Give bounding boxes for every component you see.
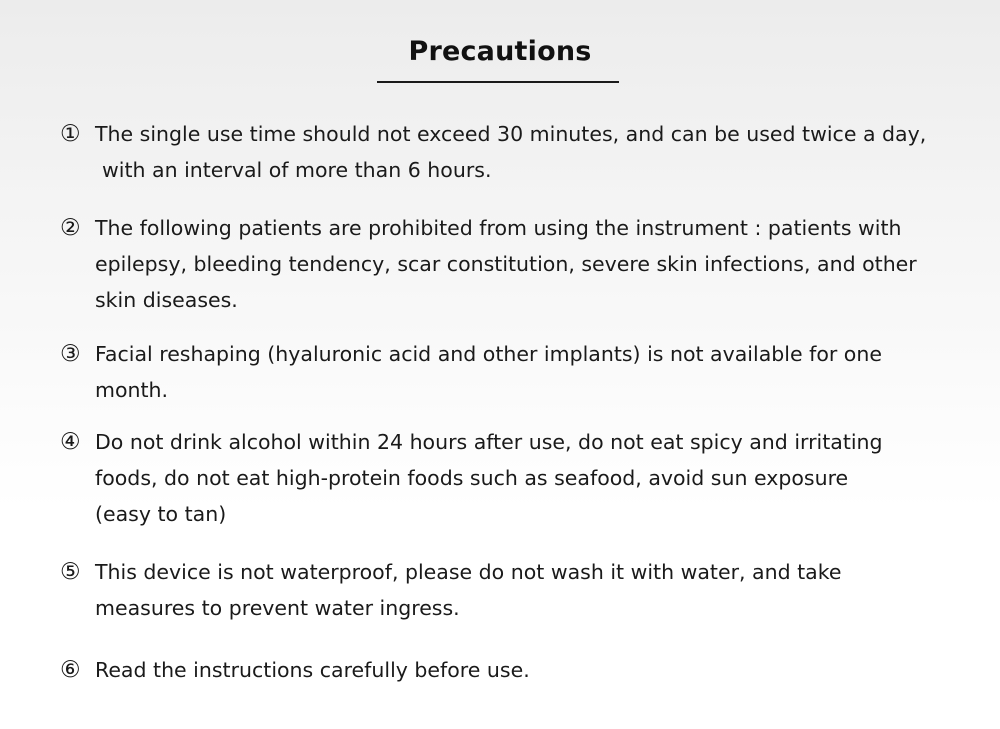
item-text-line: The single use time should not exceed 30 minutes, and can be used twice a day, (95, 122, 927, 146)
item-text-line: month. (95, 378, 169, 402)
item-number: ② (60, 215, 81, 241)
item-text-line: Do not drink alcohol within 24 hours after use, do not eat spicy and irritating (95, 430, 883, 454)
item-text-line: measures to prevent water ingress. (95, 596, 460, 620)
item-number: ⑥ (60, 657, 81, 683)
item-number: ① (60, 121, 81, 147)
item-text-line: The following patients are prohibited from using the instrument : patients with (95, 216, 902, 240)
page-title: Precautions (408, 36, 592, 67)
item-text-line: epilepsy, bleeding tendency, scar constitution, severe skin infections, and other (95, 252, 917, 276)
item-number: ④ (60, 429, 81, 455)
item-text-line: with an interval of more than 6 hours. (102, 158, 492, 182)
item-text-line: foods, do not eat high-protein foods such as seafood, avoid sun exposure (95, 466, 849, 490)
item-text-line: skin diseases. (95, 288, 238, 312)
item-text-line: (easy to tan) (95, 502, 227, 526)
item-text-line: Facial reshaping (hyaluronic acid and other implants) is not available for one (95, 342, 882, 366)
item-number: ⑤ (60, 559, 81, 585)
item-number: ③ (60, 341, 81, 367)
item-text-line: Read the instructions carefully before use. (95, 658, 530, 682)
title-underline (377, 81, 619, 83)
item-text-line: This device is not waterproof, please do not wash it with water, and take (95, 560, 842, 584)
